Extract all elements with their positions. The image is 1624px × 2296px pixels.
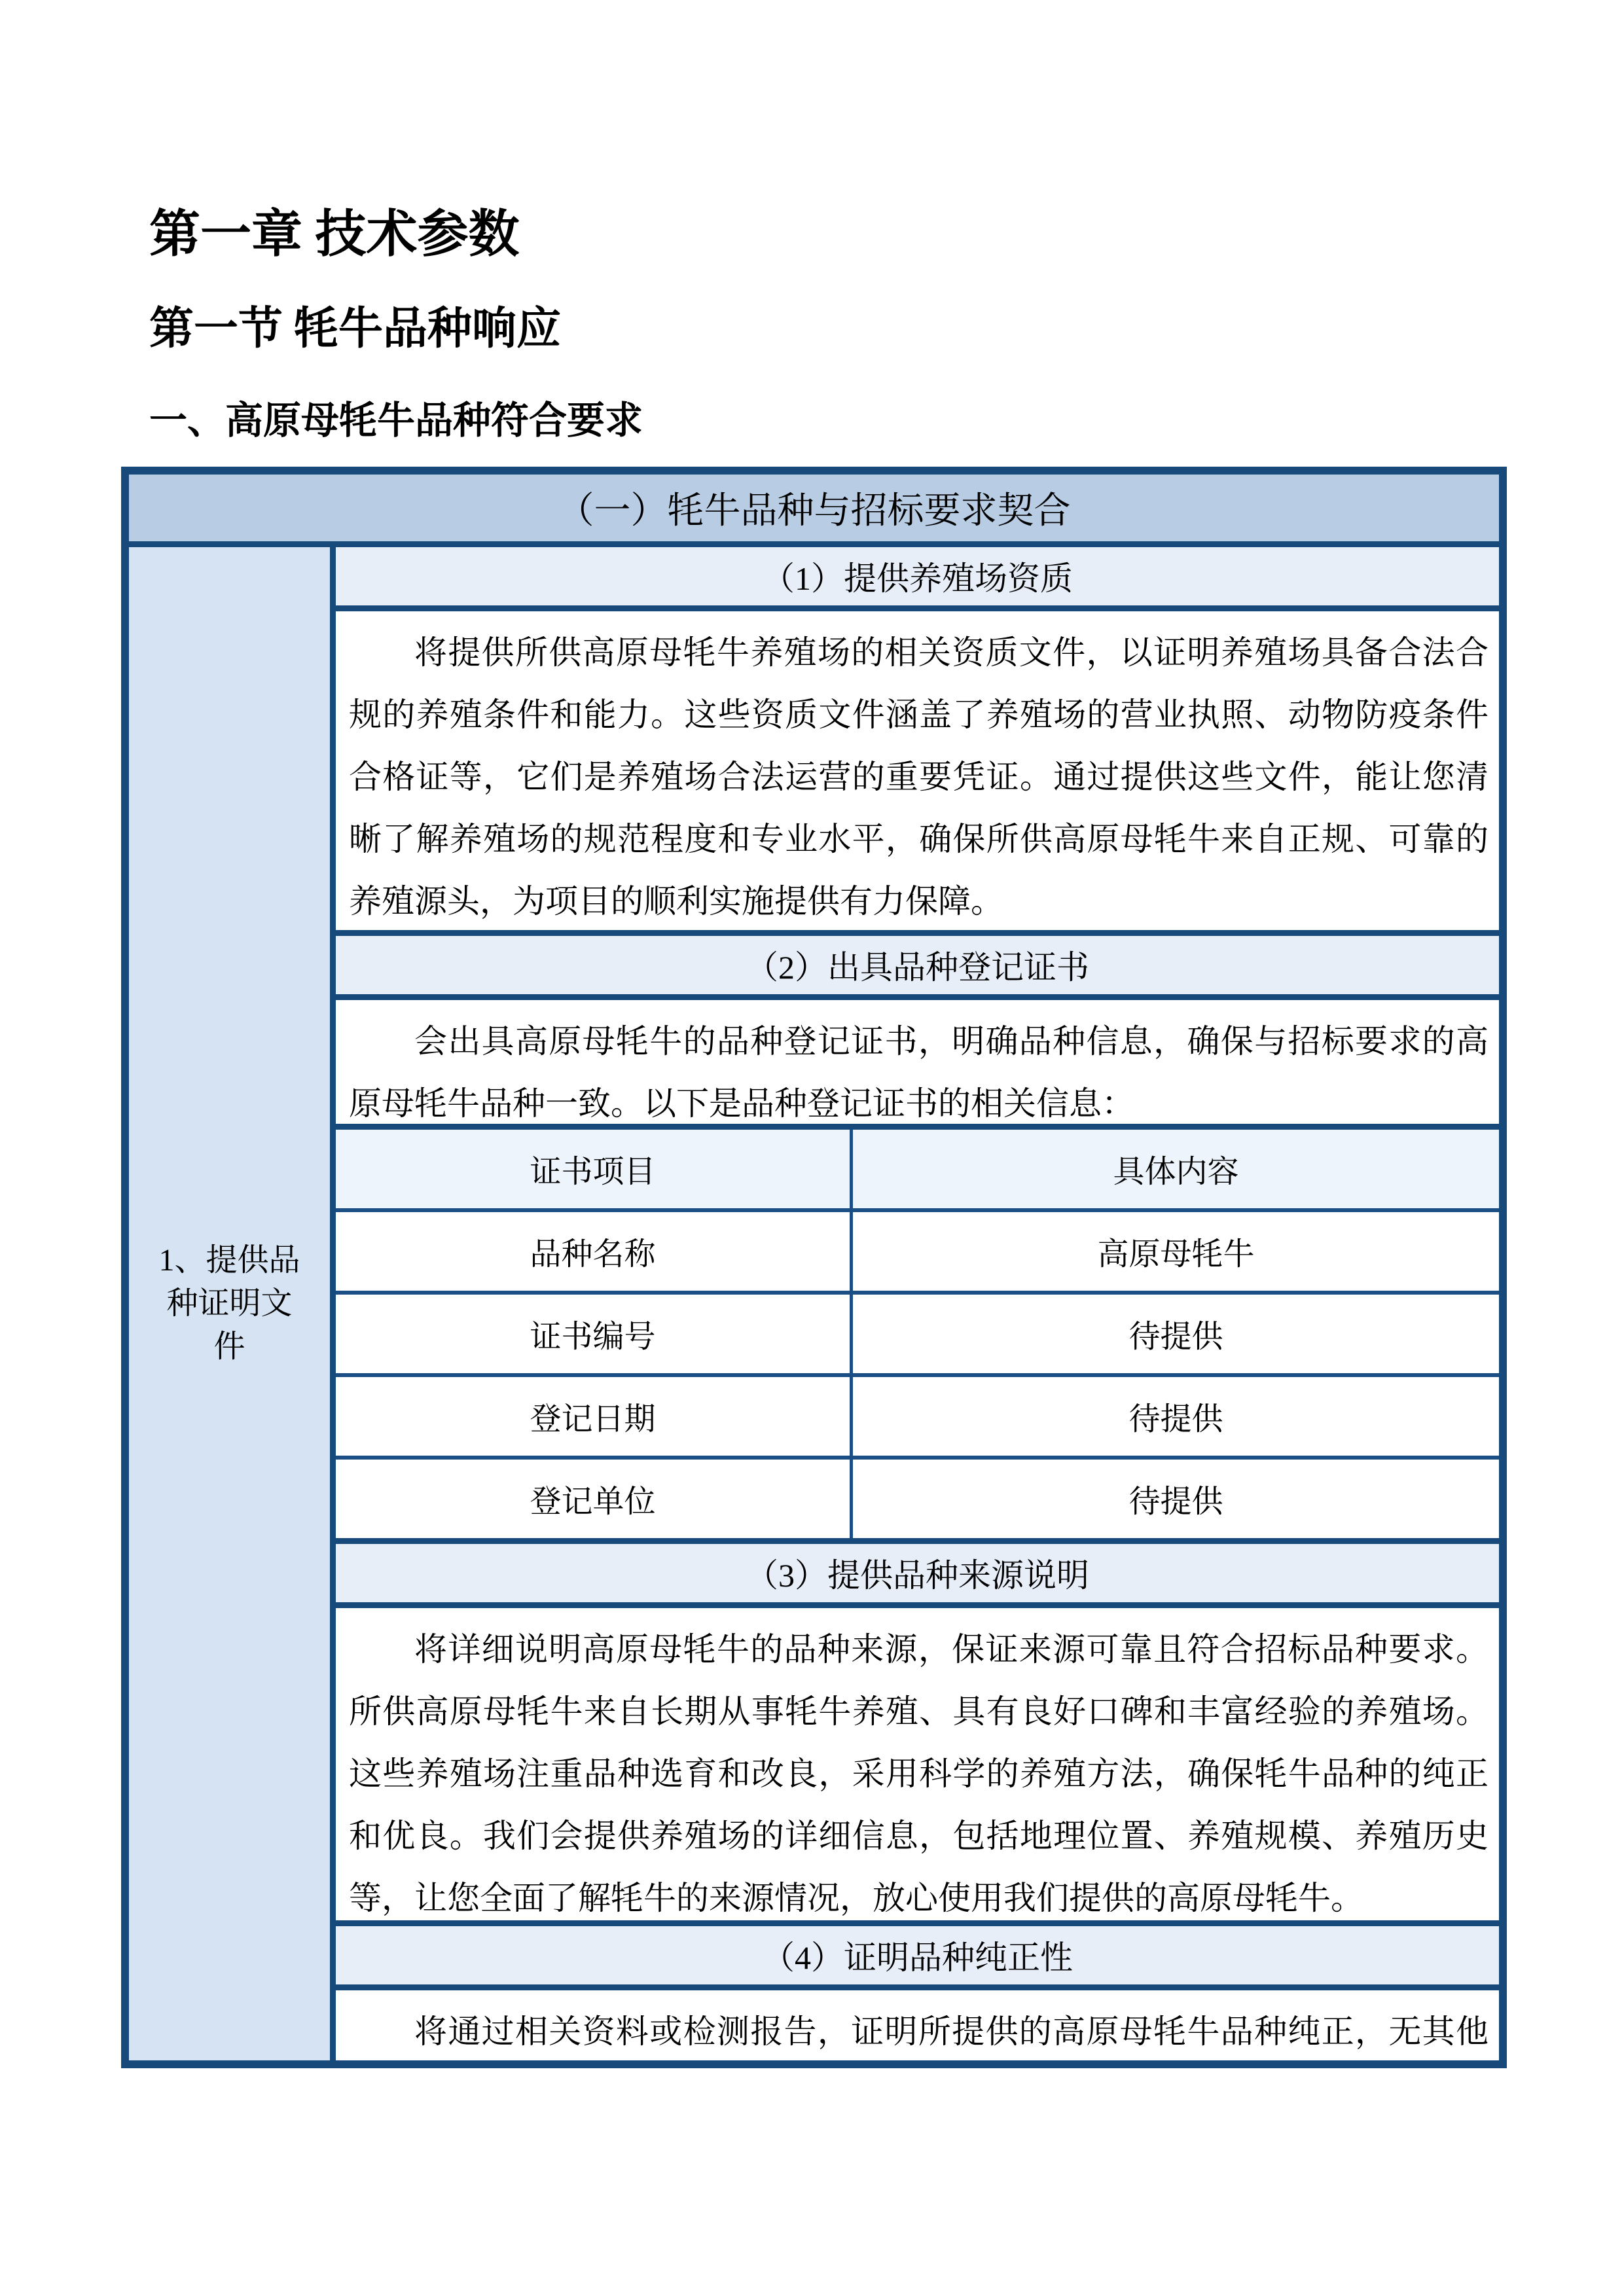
certificate-row-register-org [336, 1456, 1499, 1538]
section-4-heading: （4）证明品种纯正性 [336, 1920, 1499, 1984]
section-2-body [336, 994, 1499, 1124]
certificate-cell-label: 登记单位 [336, 1460, 853, 1538]
requirements-table [121, 467, 1507, 2068]
section-2-paragraph: 会出具高原母牦牛的品种登记证书，明确品种信息，确保与招标要求的高原母牦牛品种一致。以下是品种登记证书的相关信息： [349, 1022, 1489, 1122]
certificate-row-cert-number [336, 1291, 1499, 1373]
row-content [336, 547, 1499, 2060]
certificate-cell-value: 待提供 [1128, 1484, 1223, 1520]
certificate-cell-label: 品种名称 [336, 1212, 853, 1291]
certificate-row-register-date [336, 1373, 1499, 1456]
section-1-body [336, 605, 1499, 930]
section-2-heading: （2）出具品种登记证书 [336, 930, 1499, 994]
certificate-header-content: 具体内容 [1113, 1155, 1239, 1190]
row-label: 1、提供品种证明文件 [158, 1242, 300, 1364]
section-1-paragraph: 将提供所供高原母牦牛养殖场的相关资质文件，以证明养殖场具备合法合规的养殖条件和能力。这些资质文件涵盖了养殖场的营业执照、动物防疫条件合格证等，它们是养殖场合法运营的重要凭证。通过提供这些文件，能让您清晰了解养殖场的规范程度和专业水平，确保所供高原母牦牛来自正规、可靠的养殖源头，为项目的顺利实施提供有力保障。 [349, 634, 1489, 920]
table-body [129, 547, 1499, 2060]
certificate-cell-value: 待提供 [1128, 1402, 1223, 1437]
certificate-header-item: 证书项目 [336, 1130, 853, 1208]
section-1-heading: （1）提供养殖场资质 [336, 547, 1499, 605]
row-label-cell [129, 547, 336, 2060]
certificate-cell-label: 证书编号 [336, 1295, 853, 1373]
table-title: （一）牦牛品种与招标要求契合 [129, 475, 1499, 547]
subsection-title: 一、高原母牦牛品种符合要求 [149, 399, 643, 442]
certificate-row-breed-name [336, 1208, 1499, 1291]
certificate-cell-value: 待提供 [1128, 1319, 1223, 1355]
certificate-cell-value: 高原母牦牛 [1097, 1237, 1255, 1272]
section-3-body [336, 1602, 1499, 1920]
certificate-table [336, 1124, 1499, 1538]
chapter-title: 第一章 技术参数 [149, 206, 520, 262]
section-4-paragraph: 将通过相关资料或检测报告，证明所提供的高原母牦牛品种纯正，无其他 [414, 2013, 1489, 2050]
section-3-heading: （3）提供品种来源说明 [336, 1538, 1499, 1602]
certificate-cell-label: 登记日期 [336, 1377, 853, 1456]
section-3-paragraph: 将详细说明高原母牦牛的品种来源，保证来源可靠且符合招标品种要求。所供高原母牦牛来自长期从事牦牛养殖、具有良好口碑和丰富经验的养殖场。这些养殖场注重品种选育和改良，采用科学的养殖方法，确保牦牛品种的纯正和优良。我们会提供养殖场的详细信息，包括地理位置、养殖规模、养殖历史等，让您全面了解牦牛的来源情况，放心使用我们提供的高原母牦牛。 [349, 1630, 1489, 1916]
section-4-body [336, 1984, 1499, 2060]
certificate-table-header-row [336, 1130, 1499, 1208]
section-title: 第一节 牦牛品种响应 [149, 304, 562, 354]
